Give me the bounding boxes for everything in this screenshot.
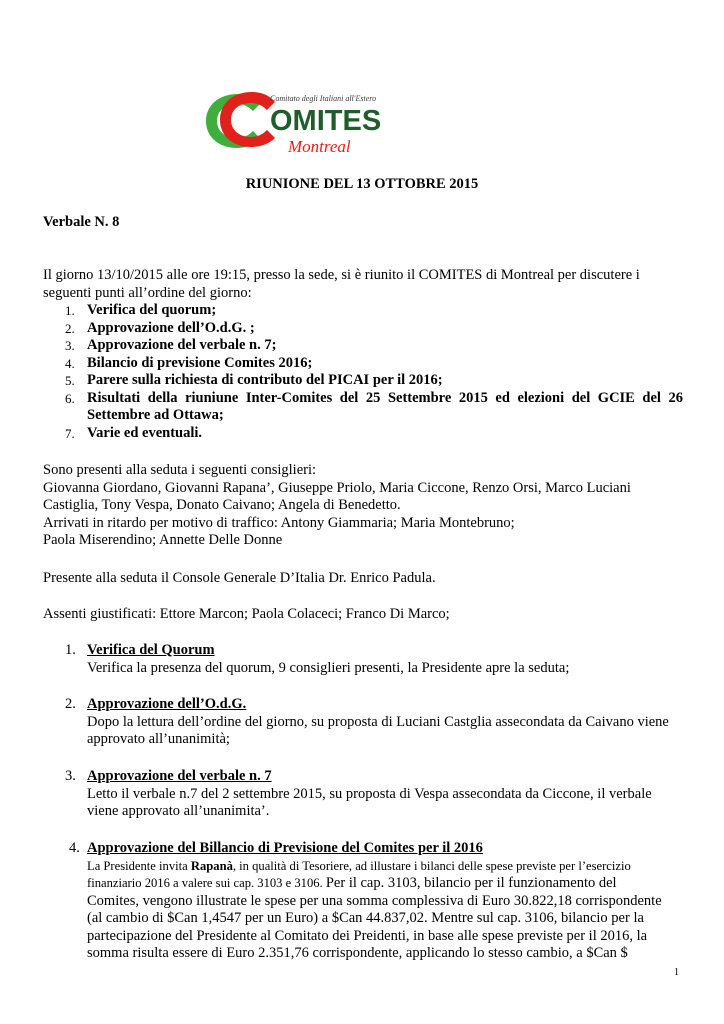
agenda-item-text: Approvazione dell’O.d.G. ;: [87, 319, 255, 336]
section-text-line: Comites, vengono illustrate le spese per una somma complessiva di Euro 30.822,18 corrispondente: [87, 892, 662, 909]
agenda-item-number: 6.: [65, 390, 75, 406]
consul-line: Presente alla seduta il Console Generale D’Italia Dr. Enrico Padula.: [43, 570, 436, 586]
agenda-item-number: 1.: [65, 303, 75, 318]
section-text-line: partecipazione del Presidente al Comitato dei Preidenti, in base alle spese previste per il 2016, la: [87, 927, 648, 944]
section-heading: Approvazione del Billancio di Previsione del Comites per il 2016: [87, 840, 483, 856]
section-quorum: [65, 642, 683, 677]
attendees-paragraph: [43, 462, 683, 550]
section-heading: Verifica del Quorum: [87, 642, 215, 658]
agenda-item-text: Verifica del quorum;: [87, 302, 217, 318]
agenda-item-number: 2.: [65, 320, 75, 336]
section-number: 4.: [69, 840, 80, 856]
text-run: , in qualità di Tesoriere, ad illustare i bilanci delle spese previste per l’esercizio: [232, 858, 631, 873]
agenda-item-number: 4.: [65, 355, 75, 371]
text-run: Per il cap. 3103, bilancio per il funzionamento del: [325, 875, 617, 891]
section-text-line: [87, 875, 683, 893]
intro-line: Il giorno 13/10/2015 alle ore 19:15, presso la sede, si è riunito il COMITES di Montreal per discutere i: [43, 267, 640, 283]
section-number: 2.: [65, 696, 76, 712]
agenda-item: [43, 337, 683, 355]
text-run: La Presidente invita: [87, 858, 191, 873]
agenda-item-number: 5.: [65, 373, 75, 388]
page-number: 1: [674, 967, 679, 978]
section-number: 3.: [65, 768, 76, 784]
agenda-item-text: Risultati della riuniune Inter-Comites del 25 Settembre 2015 ed elezioni del GCIE del 26: [87, 389, 683, 406]
svg-text:Montreal: Montreal: [288, 137, 351, 156]
attendees-line: Arrivati in ritardo per motivo di traffico: Antony Giammaria; Maria Montebruno;: [43, 514, 515, 531]
absentees-line: Assenti giustificati: Ettore Marcon; Paola Colaceci; Franco Di Marco;: [43, 606, 450, 622]
section-text-line: [87, 858, 683, 876]
agenda-item-text: Bilancio di previsione Comites 2016;: [87, 354, 313, 371]
section-text: [87, 858, 683, 963]
agenda-item-text: Varie ed eventuali.: [87, 424, 203, 441]
intro-paragraph: [43, 267, 683, 302]
section-odg: [65, 696, 683, 749]
agenda-item: [43, 302, 683, 320]
section-heading: Approvazione del verbale n. 7: [87, 768, 272, 784]
svg-text:OMITES: OMITES: [270, 105, 382, 137]
agenda-item: [43, 390, 683, 425]
section-bilancio: [69, 840, 683, 963]
attendees-line: Giovanna Giordano, Giovanni Rapana’, Giuseppe Priolo, Maria Ciccone, Renzo Orsi, Marco Luciani: [43, 479, 631, 496]
attendees-line: Castiglia, Tony Vespa, Donato Caivano; Angela di Benedetto.: [43, 497, 401, 513]
section-text: Dopo la lettura dell’ordine del giorno, su proposta di Luciani Castglia assecondata da Caivano viene: [87, 713, 669, 730]
treasurer-name: Rapanà: [190, 858, 233, 873]
agenda-item: [43, 355, 683, 373]
agenda-item-number: 3.: [65, 338, 75, 353]
agenda-item-text: Parere sulla richiesta di contributo del PICAI per il 2016;: [87, 372, 443, 388]
section-heading: Approvazione dell’O.d.G.: [87, 696, 247, 712]
meeting-title: RIUNIONE DEL 13 OTTOBRE 2015: [245, 176, 479, 192]
intro-line: seguenti punti all’ordine del giorno:: [43, 284, 252, 301]
section-text-line: (al cambio di $Can 1,4547 per un Euro) a $Can 44.837,02. Mentre sul cap. 3106, bilancio per la: [87, 910, 644, 926]
comites-logo: [200, 80, 405, 160]
section-text: Verifica la presenza del quorum, 9 consiglieri presenti, la Presidente apre la seduta;: [87, 659, 570, 676]
attendees-line: Paola Miserendino; Annette Delle Donne: [43, 532, 283, 548]
section-text: Letto il verbale n.7 del 2 settembre 2015, su proposta di Vespa assecondata da Ciccone, il verbale: [87, 785, 652, 802]
agenda-item-text: Settembre ad Ottawa;: [87, 407, 224, 423]
section-text: approvato all’unanimità;: [87, 731, 230, 747]
section-text: viene approvato all’unanimita’.: [87, 803, 270, 819]
attendees-line: Sono presenti alla seduta i seguenti consiglieri:: [43, 462, 317, 478]
comites-logo-graphic: [200, 80, 405, 160]
section-text-line: somma risulta essere di Euro 2.351,76 corrispondente, applicando lo stesso cambio, a $Can $: [87, 945, 628, 961]
agenda-item: [43, 320, 683, 338]
agenda-item: [43, 372, 683, 390]
verbale-number: Verbale N. 8: [43, 214, 120, 230]
section-verbale: [65, 768, 683, 821]
agenda-item-text: Approvazione del verbale n. 7;: [87, 337, 277, 353]
svg-text:Comitato degli Italiani all'Es: Comitato degli Italiani all'Estero: [270, 94, 377, 103]
agenda-item: [43, 425, 683, 443]
section-number: 1.: [65, 642, 76, 658]
agenda-list: [43, 302, 683, 442]
text-run: finanziario 2016 a valere sui cap. 3103 e 3106.: [87, 876, 326, 890]
agenda-item-number: 7.: [65, 425, 75, 441]
